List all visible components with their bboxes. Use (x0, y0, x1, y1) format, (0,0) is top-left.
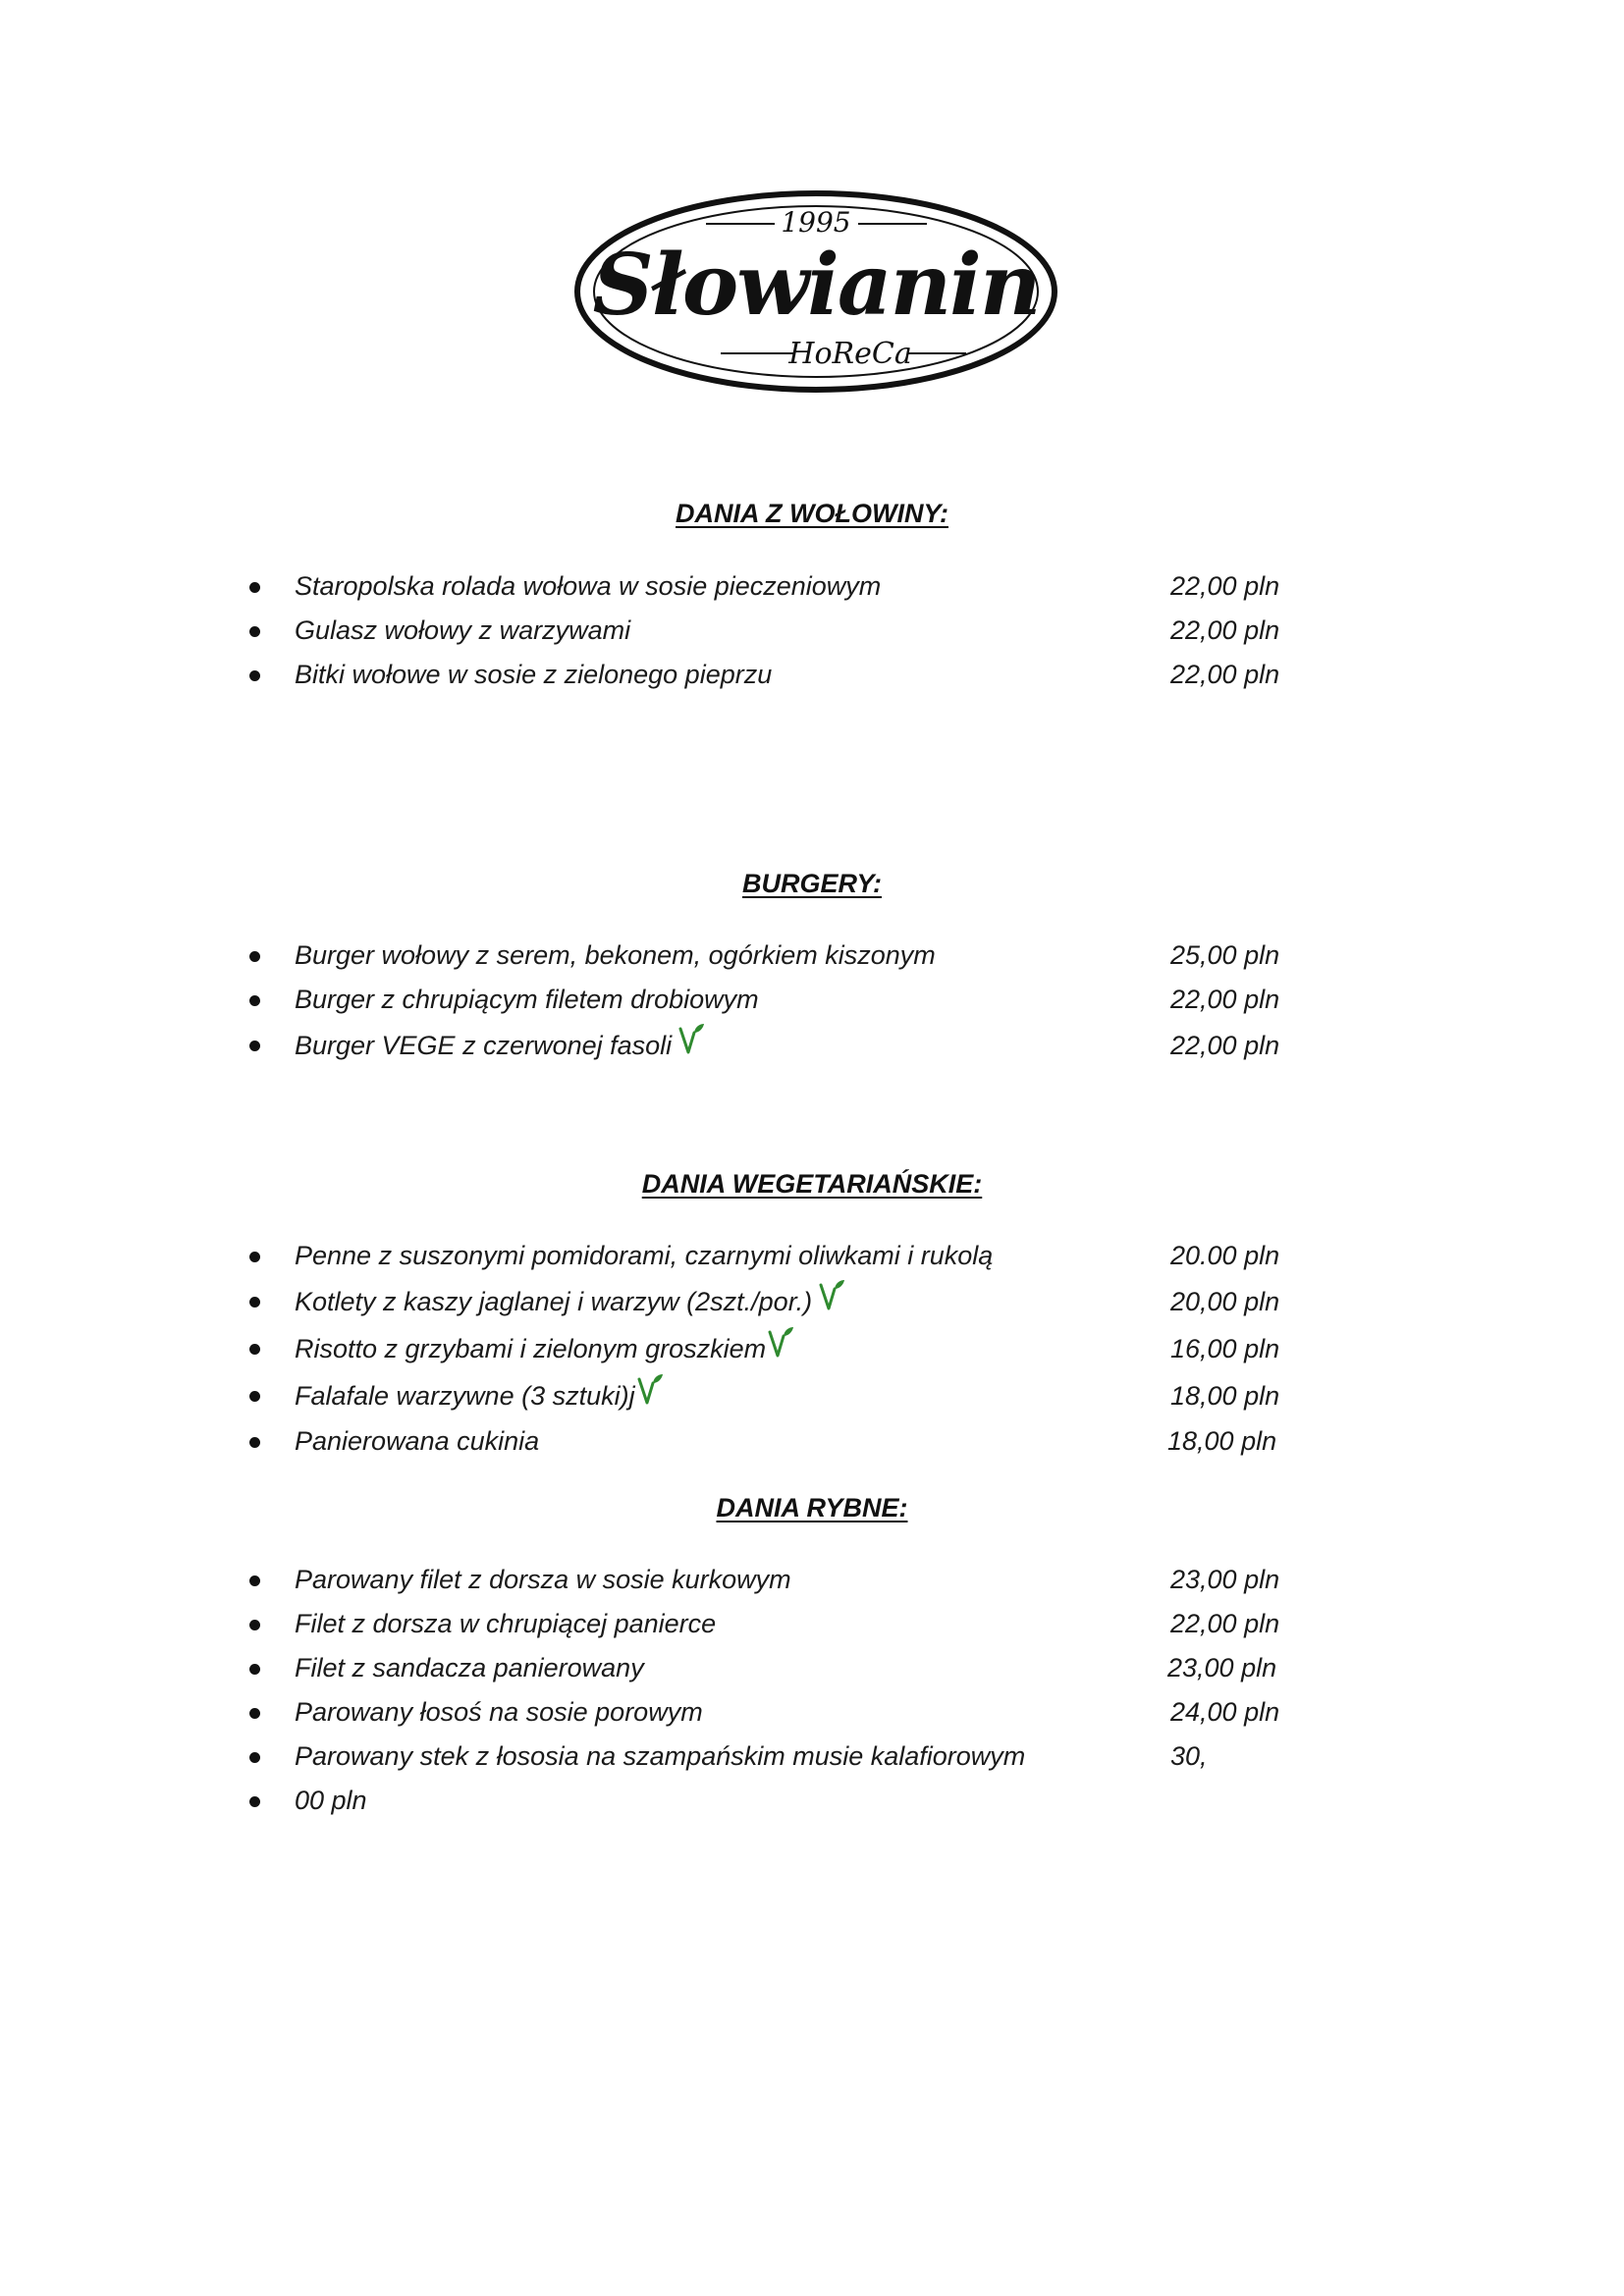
menu-item-name: Gulasz wołowy z warzywami (295, 615, 631, 645)
section-title-fish: DANIA RYBNE: (716, 1493, 908, 1522)
bullet-dot-icon (249, 1690, 261, 1735)
menu-item-name: Staropolska rolada wołowa w sosie pieczeniowym (295, 571, 882, 601)
logo-year: 1995 (781, 206, 851, 239)
menu-item-price: 22,00 pln (1170, 1609, 1280, 1638)
menu-item-price: 20.00 pln (1170, 1241, 1280, 1270)
menu-item-name: Panierowana cukinia (295, 1426, 540, 1456)
menu-item-price: 22,00 pln (1170, 660, 1280, 689)
menu-item (0, 1779, 1624, 1823)
menu-item (0, 1558, 1624, 1602)
menu-item (0, 1735, 1624, 1779)
menu-item-name: Risotto z grzybami i zielonym groszkiem (295, 1334, 767, 1363)
menu-item (0, 1234, 1624, 1278)
bullet-dot-icon (249, 1278, 261, 1325)
menu-item-name-with-icon (295, 1278, 845, 1325)
menu-item-price: 20,00 pln (1170, 1287, 1280, 1316)
menu-item-name-with-icon (295, 1325, 794, 1372)
menu-item-name: Falafale warzywne (3 sztuki)j (295, 1381, 635, 1411)
menu-item-name: Bitki wołowe w sosie z zielonego pieprzu (295, 660, 773, 689)
menu-item (0, 1646, 1624, 1690)
menu-item-price: 24,00 pln (1170, 1697, 1280, 1727)
restaurant-logo (573, 188, 1058, 395)
menu-item (0, 653, 1624, 697)
menu-item (0, 1325, 1624, 1372)
menu-item-name: 00 pln (295, 1786, 367, 1815)
menu-item-name: Parowany filet z dorsza w sosie kurkowym (295, 1565, 791, 1594)
bullet-dot-icon (249, 1325, 261, 1372)
bullet-dot-icon (249, 1419, 261, 1464)
menu-item (0, 609, 1624, 653)
bullet-dot-icon (249, 1558, 261, 1602)
menu-item (0, 564, 1624, 609)
menu-item-price: 22,00 pln (1170, 571, 1280, 601)
bullet-dot-icon (249, 1234, 261, 1278)
menu-item-price: 16,00 pln (1170, 1334, 1280, 1363)
menu-item-price: 18,00 pln (1167, 1426, 1277, 1456)
leaf-v-icon (818, 1279, 845, 1312)
menu-list-beef (0, 564, 1624, 697)
bullet-dot-icon (249, 934, 261, 978)
menu-item-price: 23,00 pln (1167, 1653, 1277, 1682)
bullet-dot-icon (249, 978, 261, 1022)
menu-item-name: Penne z suszonymi pomidorami, czarnymi oliwkami i rukolą (295, 1241, 994, 1270)
menu-item-name: Burger VEGE z czerwonej fasoli (295, 1031, 673, 1060)
section-title-burgers: BURGERY: (741, 869, 883, 898)
leaf-v-icon (636, 1373, 664, 1407)
menu-item-name: Filet z sandacza panierowany (295, 1653, 644, 1682)
menu-item-name: Parowany łosoś na sosie porowym (295, 1697, 703, 1727)
logo-subtitle: HoReCa (788, 337, 912, 371)
menu-list-fish (0, 1558, 1624, 1823)
menu-item (0, 1372, 1624, 1419)
menu-item-name: Filet z dorsza w chrupiącej panierce (295, 1609, 717, 1638)
bullet-dot-icon (249, 653, 261, 697)
menu-item-name: Burger z chrupiącym filetem drobiowym (295, 985, 759, 1014)
menu-item-name: Kotlety z kaszy jaglanej i warzyw (2szt./por.) (295, 1287, 813, 1316)
menu-item (0, 1022, 1624, 1069)
menu-item-price: 18,00 pln (1170, 1381, 1280, 1411)
bullet-dot-icon (249, 1779, 261, 1823)
menu-item (0, 1690, 1624, 1735)
menu-item-name-with-icon (295, 1372, 664, 1419)
section-title-beef: DANIA Z WOŁOWINY: (676, 499, 948, 528)
menu-item-price: 23,00 pln (1170, 1565, 1280, 1594)
menu-item-price: 25,00 pln (1170, 940, 1280, 970)
menu-item-name-with-icon (295, 1022, 705, 1069)
bullet-dot-icon (249, 1646, 261, 1690)
menu-item-price: 22,00 pln (1170, 1031, 1280, 1060)
menu-list-burgers (0, 934, 1624, 1069)
logo-name: Słowianin (592, 236, 1040, 335)
menu-item-name: Burger wołowy z serem, bekonem, ogórkiem kiszonym (295, 940, 936, 970)
bullet-dot-icon (249, 564, 261, 609)
menu-item-price: 22,00 pln (1170, 615, 1280, 645)
menu-item-price: 30, (1170, 1741, 1208, 1771)
bullet-dot-icon (249, 1372, 261, 1419)
menu-item (0, 1278, 1624, 1325)
menu-list-vegetarian (0, 1234, 1624, 1464)
bullet-dot-icon (249, 1602, 261, 1646)
bullet-dot-icon (249, 1735, 261, 1779)
bullet-dot-icon (249, 609, 261, 653)
menu-item (0, 1419, 1624, 1464)
bullet-dot-icon (249, 1022, 261, 1069)
section-title-vegetarian: DANIA WEGETARIAŃSKIE: (641, 1169, 983, 1199)
menu-item (0, 1602, 1624, 1646)
menu-item-price: 22,00 pln (1170, 985, 1280, 1014)
leaf-v-icon (677, 1023, 705, 1056)
leaf-v-icon (767, 1326, 794, 1360)
menu-item (0, 978, 1624, 1022)
menu-item (0, 934, 1624, 978)
menu-item-name: Parowany stek z łososia na szampańskim musie kalafiorowym (295, 1741, 1026, 1771)
